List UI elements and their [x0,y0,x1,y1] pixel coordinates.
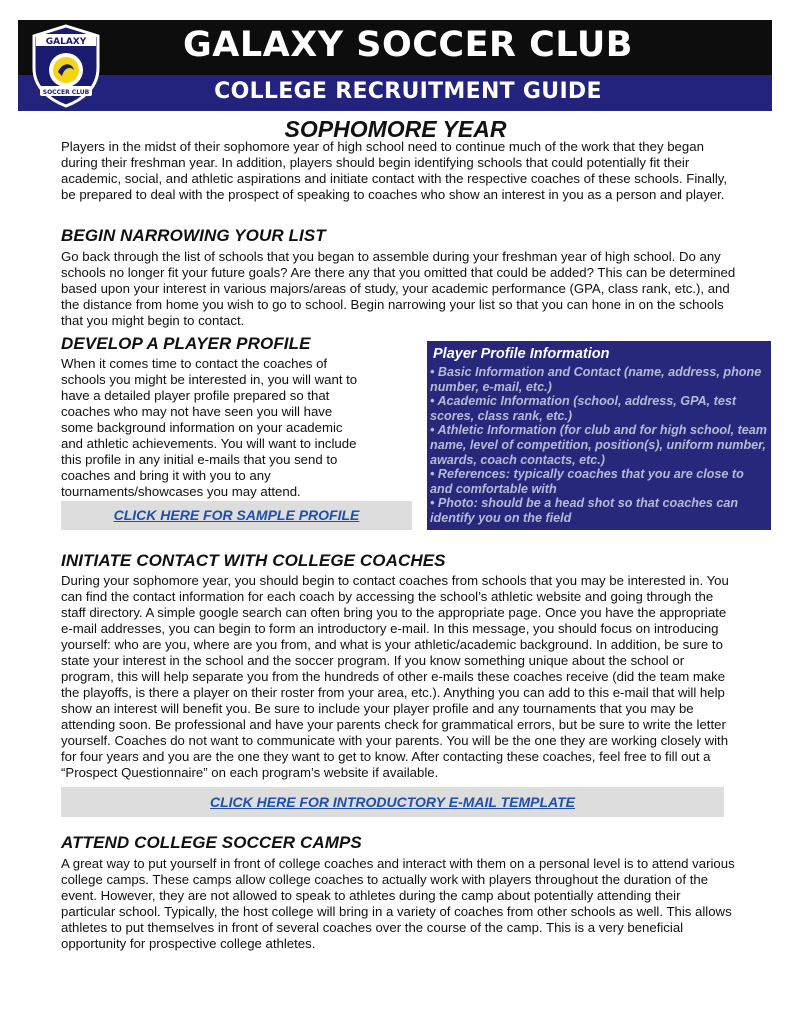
section-heading-player-profile: DEVELOP A PLAYER PROFILE [61,334,311,353]
page-title: SOPHOMORE YEAR [284,116,507,142]
player-profile-info-box [427,341,771,530]
intro-paragraph: Players in the midst of their sophomore year of high school need to continue much of the work that they began during their freshman year. In addition, players should begin identifying schools that could potentially fit their academic, social, and athletic aspirations and initiate contact with the respective coaches of these schools. Finally, be prepared to deal with the prospect of speaking to coaches who show an interest in you as a person and player. [61,139,728,202]
player-profile-paragraph: When it comes time to contact the coaches of schools you might be interested in, you will want to have a detailed player profile prepared so that coaches who may not have seen you will have some background information on your academic and athletic achievements. You will want to include this profile in any initial e-mails that you send to coaches and bring it with you to any tournaments/showcases you may attend. [61,356,358,499]
info-item-references: • References: typically coaches that you are close to and comfortable with [430,467,744,496]
soccer-camps-paragraph: A great way to put yourself in front of college coaches and interact with them on a personal level is to attend various college camps. These camps allow college coaches to actually work with players throughout the duration of the event. However, they are not allowed to speak to athletes during the camp about potentially attending their particular school. Typically, the host college will bring in a variety of coaches from other schools as well. This allows athletes to put themselves in front of several coaches over the course of the camp. This is a very beneficial opportunity for prospective college athletes. [61,856,735,951]
sample-profile-link-box [61,501,412,530]
narrow-list-paragraph: Go back through the list of schools that you began to assemble during your freshman year of high school. Do any schools no longer fit your future goals? Are there any that you omitted that could be added? This can be determined based upon your interest in various majors/areas of study, your academic performance (GPA, class rank, etc.), and the distance from home you wish to go to school. Begin narrowing your list so that you can hone in on the schools that you might begin to contact. [61,249,736,328]
email-template-link-box [61,787,724,817]
info-item-basic: • Basic Information and Contact (name, address, phone number, e-mail, etc.) [430,365,762,394]
info-box-list [430,365,768,526]
info-item-athletic: • Athletic Information (for club and for high school, team name, level of competition, position(s), uniform number, awards, coach contacts, etc.) [430,423,767,467]
club-name: GALAXY SOCCER CLUB [183,25,633,65]
section-heading-narrow-list: BEGIN NARROWING YOUR LIST [61,226,326,245]
info-item-photo: • Photo: should be a head shot so that coaches can identify you on the field [430,496,739,525]
info-item-academic: • Academic Information (school, address, GPA, test scores, class rank, etc.) [430,394,737,423]
header-banner [18,20,772,111]
sample-profile-link[interactable]: CLICK HERE FOR SAMPLE PROFILE [113,507,360,523]
logo-bottom-text: SOCCER CLUB [42,89,90,96]
info-box-title: Player Profile Information [433,346,610,362]
club-crest-logo [30,24,102,108]
section-heading-contact-coaches: INITIATE CONTACT WITH COLLEGE COACHES [61,551,446,570]
email-template-link[interactable]: CLICK HERE FOR INTRODUCTORY E-MAIL TEMPLATE [209,794,576,810]
guide-title: COLLEGE RECRUITMENT GUIDE [214,79,602,104]
section-heading-soccer-camps: ATTEND COLLEGE SOCCER CAMPS [61,833,362,852]
contact-coaches-paragraph: During your sophomore year, you should begin to contact coaches from schools that you may be interested in. You can find the contact information for each coach by accessing the school’s athletic website and going through the staff directory. A simple google search can often bring you to the appropriate page. Once you have the appropriate e-mail addresses, you can begin to form an introductory e-mail. In this message, you should focus on introducing yourself: who are you, where are you from, and what is your athletic/academic background. In addition, be sure to state your interest in the school and the soccer program. If you know something unique about the school or program, this will help separate you from the hundreds of other e-mails these coaches receive (did the team make the playoffs, is there a player on their roster from your area, etc.). Anything you can add to this e-mail that will help show an interest will benefit you. Be sure to include your player profile and any tournaments that you may be attending soon. Be professional and have your parents check for grammatical errors, but be sure to write the letter yourself. Coaches do not want to communicate with your parents. You will be the one they are working closely with for four years and you are the one they want to get to know. After contacting these coaches, feel free to fill out a “Prospect Questionnaire” on each program’s website if available. [61,573,729,780]
logo-top-text: GALAXY [45,37,87,47]
